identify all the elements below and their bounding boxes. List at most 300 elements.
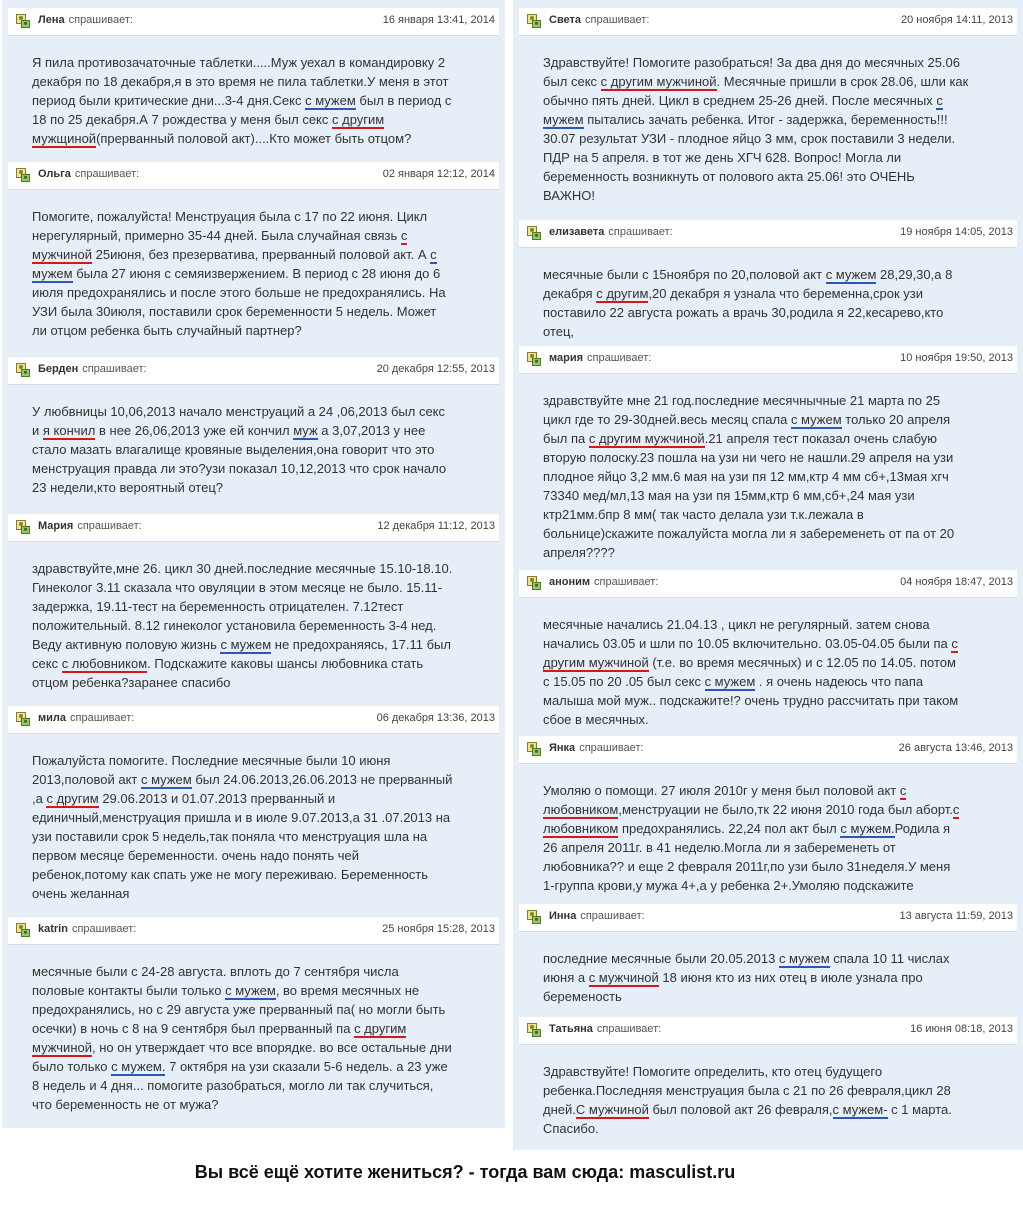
text-segment: месячные начались 21.04.13 , цикл не регулярный. затем снова	[543, 617, 930, 632]
text-line	[32, 865, 499, 884]
text-line	[543, 876, 1017, 895]
author-line	[549, 14, 649, 26]
husband-highlight: с мужем-	[832, 1102, 888, 1117]
user-icon	[527, 352, 541, 366]
text-line	[32, 245, 499, 264]
text-line	[32, 321, 499, 340]
text-line	[32, 1095, 499, 1114]
text-line	[543, 524, 1017, 543]
text-line	[32, 1057, 499, 1076]
text-line	[32, 129, 499, 148]
user-icon	[16, 168, 30, 182]
text-segment: дней.	[543, 1102, 576, 1117]
text-segment: Пожалуйста помогите. Последние месячные были 10 июня	[32, 753, 391, 768]
text-line	[543, 949, 1017, 968]
asks-label: спрашивает:	[74, 168, 140, 180]
text-segment: положительный. 8.12 гинеколог установила беременность 3-4 нед.	[32, 618, 437, 633]
other-man-highlight: мужчиной	[32, 247, 92, 262]
author-line	[549, 576, 658, 588]
husband-highlight: мужем	[543, 112, 584, 127]
text-line	[543, 467, 1017, 486]
text-segment: декабря	[543, 286, 597, 301]
text-line	[543, 781, 1017, 800]
text-segment: половые контакты были только	[32, 983, 226, 998]
asks-label: спрашивает:	[77, 520, 142, 532]
text-segment: отец,	[543, 324, 575, 339]
text-segment: 29.06.2013 и 01.07.2013 прерванный и	[98, 791, 336, 806]
text-segment: здравствуйте,мне 26. цикл 30 дней.последние месячные 15.10-18.10.	[32, 561, 453, 576]
other-man-highlight: с другим	[332, 112, 385, 127]
text-line	[543, 284, 1017, 303]
question-text	[543, 781, 1017, 895]
text-segment: Здравствуйте! Помогите определить, кто отец будущего	[543, 1064, 883, 1079]
text-line	[543, 1100, 1017, 1119]
text-segment: У любвницы 10,06,2013 начало менструаций а 24 ,06,2013 был секс	[32, 404, 446, 419]
author-name[interactable]: Янка	[549, 742, 576, 754]
text-segment: ребенка.Последняя менструация была с 21 по 26 февраля,цикл 28	[543, 1083, 951, 1098]
text-line	[543, 167, 1017, 186]
post-header	[519, 1017, 1017, 1045]
text-line	[32, 1038, 499, 1057]
text-line	[32, 283, 499, 302]
text-line	[32, 1076, 499, 1095]
asks-label: спрашивает:	[585, 14, 650, 26]
post-header	[8, 514, 499, 542]
text-segment: 30.07 результат УЗИ - плодное яйцо 3 мм, срок поставили 3 недели.	[543, 131, 956, 146]
husband-highlight: с мужем	[825, 267, 877, 282]
text-segment: очень желанная	[32, 886, 130, 901]
text-line	[32, 421, 499, 440]
text-line	[543, 186, 1017, 205]
question-text	[32, 53, 499, 148]
text-segment: обычно пять дней. Цикл в среднем 25-26 дней. После месячных	[543, 93, 937, 108]
text-segment: больнице)скажите пожалуйста могла ли я забеременеть от па от 20	[543, 526, 955, 541]
text-line	[543, 391, 1017, 410]
husband-highlight: муж	[293, 423, 318, 438]
text-line	[32, 846, 499, 865]
text-line	[543, 486, 1017, 505]
asks-label: спрашивает:	[579, 742, 644, 754]
text-segment: в нее 26,06,2013 уже ей кончил	[95, 423, 294, 438]
husband-highlight: с мужем	[140, 772, 192, 787]
post-date: 20 декабря 12:55, 2013	[376, 363, 495, 375]
text-segment: только 20 апреля	[841, 412, 951, 427]
post-date: 16 января 13:41, 2014	[382, 14, 495, 26]
post-date: 13 августа 11:59, 2013	[899, 910, 1013, 922]
text-line	[32, 673, 499, 692]
user-icon	[527, 910, 541, 924]
text-segment: Помогите, пожалуйста! Менструация была с 17 по 22 июня. Цикл	[32, 209, 428, 224]
text-line	[543, 543, 1017, 562]
text-segment: был 24.06.2013,26.06.2013 не прерванный	[191, 772, 453, 787]
other-man-highlight: любовником	[543, 821, 619, 836]
text-line	[543, 615, 1017, 634]
text-segment: начались 03.05 и шли по 10.05 включительно. 03.05-04.05 были па	[543, 636, 952, 651]
text-segment: 18 июня кто из них отец в июле узнала про	[658, 970, 923, 985]
text-segment: секс	[32, 656, 62, 671]
text-line	[32, 981, 499, 1000]
question-text	[543, 391, 1017, 562]
text-segment: ,а	[32, 791, 47, 806]
text-segment: 28,29,30,а 8	[876, 267, 953, 282]
question-text	[543, 949, 1017, 1006]
text-segment: здравствуйте мне 21 год.последние месячнычные 21 марта по 25	[543, 393, 941, 408]
post-date: 20 ноября 14:11, 2013	[900, 14, 1013, 26]
question-text	[543, 1062, 1017, 1138]
text-segment: 1-группа крови,у мужа 4+,а у ребенка 2+.Умоляю подскажите	[543, 878, 914, 893]
text-segment: , во время месячных не	[275, 983, 420, 998]
text-line	[32, 789, 499, 808]
other-man-highlight: мужчиной	[32, 1040, 92, 1055]
text-segment: беременность возникнуть от полового акта 25.06! это ОЧЕНЬ	[543, 169, 915, 184]
text-segment: . я очень надеюсь что папа	[755, 674, 924, 689]
footer-slogan: Вы всё ещё хотите жениться? - тогда вам сюда: masculist.ru	[194, 1162, 736, 1182]
asks-label: спрашивает:	[82, 363, 147, 375]
text-line	[543, 448, 1017, 467]
text-segment: .21 апреля тест показал очень слабую	[704, 431, 937, 446]
text-line	[32, 72, 499, 91]
text-line	[32, 1019, 499, 1038]
text-line	[32, 616, 499, 635]
text-line	[543, 53, 1017, 72]
text-line	[543, 303, 1017, 322]
text-segment: 8 недель и 4 дня... помогите разобраться, могло ли так случиться,	[32, 1078, 434, 1093]
other-man-highlight: с другим	[46, 791, 99, 806]
asks-label: спрашивает:	[594, 576, 659, 588]
author-name[interactable]: Ольга	[38, 168, 71, 180]
text-line	[543, 110, 1017, 129]
text-line	[543, 691, 1017, 710]
text-segment: нерегулярный, примерно 35-44 дней. Была случайная связь	[32, 228, 401, 243]
text-line	[543, 72, 1017, 91]
text-segment: ,менструации не было,тк 22 июня 2010 года был аборт.	[618, 802, 953, 817]
question-text	[543, 615, 1017, 729]
text-segment: цикл где то 29-30дней.весь месяц спала	[543, 412, 791, 427]
post-date: 04 ноября 18:47, 2013	[900, 576, 1013, 588]
text-segment: сбое в месячных.	[543, 712, 649, 727]
other-man-highlight: с	[400, 228, 408, 243]
text-line	[32, 402, 499, 421]
text-segment: пытались зачать ребенка. Итог - задержка, беременность!!!	[583, 112, 948, 127]
post-date: 16 июня 08:18, 2013	[910, 1023, 1013, 1035]
author-name[interactable]: Татьяна	[549, 1023, 593, 1035]
text-segment: 23 недели,кто вероятный отец?	[32, 480, 224, 495]
author-name[interactable]: мила	[38, 712, 67, 724]
question-text	[32, 962, 499, 1114]
text-segment: ктр21мм.бпр 8 мм( так часто делала узи т.к.лежала в	[543, 507, 864, 522]
text-line	[543, 819, 1017, 838]
text-segment: был в период с	[355, 93, 452, 108]
text-line	[543, 710, 1017, 729]
left-column	[2, 0, 505, 1128]
text-segment: любовника?? и еще 2 февраля 2011г,по узи было 31неделя.У меня	[543, 859, 951, 874]
question-text	[32, 207, 499, 340]
text-line	[32, 654, 499, 673]
text-segment: Спасибо.	[543, 1121, 599, 1136]
text-line	[32, 264, 499, 283]
text-line	[543, 148, 1017, 167]
husband-highlight: с мужем	[778, 951, 830, 966]
text-segment: с 1 марта.	[887, 1102, 952, 1117]
text-line	[32, 53, 499, 72]
text-segment: апреля????	[543, 545, 615, 560]
other-man-highlight: любовником	[543, 802, 619, 817]
author-line	[38, 923, 136, 935]
question-text	[32, 751, 499, 903]
text-line	[32, 751, 499, 770]
text-line	[32, 884, 499, 903]
text-segment: задержка, 19.11-тест на беременность отрицателен. 7.12тест	[32, 599, 404, 614]
user-icon	[527, 226, 541, 240]
text-segment: июля предохранялись и после этого больше не предохранялись. На	[32, 285, 446, 300]
text-segment: (т.е. во время месячных) и с 12.05 по 14.05. потом	[648, 655, 956, 670]
author-name[interactable]: елизавета	[549, 226, 605, 238]
text-segment: стало мазать влагалище кровяные выделения,она говорит что это	[32, 442, 435, 457]
text-line	[543, 429, 1017, 448]
husband-highlight: с мужем	[220, 637, 272, 652]
user-icon	[16, 363, 30, 377]
post-header	[519, 736, 1017, 764]
text-segment: единичный,менструация пришла и в июле 9.07.2013,а 31 .07.2013 на	[32, 810, 451, 825]
husband-highlight: с мужем.	[111, 1059, 166, 1074]
author-name[interactable]: Света	[549, 14, 582, 26]
user-icon	[16, 520, 30, 534]
text-segment: был па	[543, 431, 589, 446]
husband-highlight: с мужем.	[840, 821, 895, 836]
question-text	[32, 402, 499, 497]
author-line	[549, 742, 644, 754]
text-line	[543, 1119, 1017, 1138]
other-man-highlight: другим мужчиной	[543, 655, 649, 670]
author-name[interactable]: Инна	[549, 910, 577, 922]
text-line	[32, 578, 499, 597]
text-segment: Здравствуйте! Помогите разобраться! За два дня до месячных 25.06	[543, 55, 960, 70]
text-segment: ли отцом ребенка быть случайный партнер?	[32, 323, 302, 338]
post-date: 12 декабря 11:12, 2013	[377, 520, 495, 532]
other-man-highlight: С мужчиной	[575, 1102, 649, 1117]
text-segment: ВАЖНО!	[543, 188, 596, 203]
text-segment: ПДР на 5 апреля. в тот же день ХГЧ 628. Вопрос! Могла ли	[543, 150, 902, 165]
text-line	[32, 110, 499, 129]
text-segment: малыша мой муж.. подскажите!? очень трудно рассчитать при таком	[543, 693, 959, 708]
text-segment: ребенок,потому как спать уже не могу переживаю. Беременность	[32, 867, 429, 882]
author-line	[38, 168, 139, 180]
other-man-highlight: с другим	[354, 1021, 407, 1036]
text-segment: не предохраняясь, 17.11 был	[271, 637, 451, 652]
text-line	[543, 838, 1017, 857]
text-line	[32, 91, 499, 110]
author-name[interactable]: аноним	[549, 576, 591, 588]
text-line	[32, 597, 499, 616]
author-line	[549, 1023, 661, 1035]
husband-highlight: с	[430, 247, 437, 262]
text-segment: был половой акт 26 февраля,	[648, 1102, 833, 1117]
post-header	[8, 706, 499, 734]
text-segment: Родила я	[894, 821, 951, 836]
post-header	[8, 8, 499, 36]
husband-highlight: с	[936, 93, 943, 108]
text-segment: . Подскажите каковы шансы любовника стать	[147, 656, 424, 671]
text-segment: . Месячные пришли в срок 28.06, шли как	[716, 74, 969, 89]
user-icon	[16, 923, 30, 937]
text-segment: , но он утверждает что все впорядке. во все остальные дни	[92, 1040, 452, 1055]
post-header	[519, 570, 1017, 598]
text-segment: Гинеколог 3.11 сказала что овуляции в этом месяце не было. 15.11-	[32, 580, 443, 595]
text-segment: предохранялись. 22,24 пол акт был	[618, 821, 841, 836]
author-name[interactable]: Лена	[38, 14, 65, 26]
text-segment: было только	[32, 1059, 112, 1074]
husband-highlight: мужем	[32, 266, 73, 281]
user-icon	[527, 576, 541, 590]
text-line	[32, 302, 499, 321]
post-header	[519, 346, 1017, 374]
user-icon	[527, 742, 541, 756]
author-line	[549, 226, 673, 238]
asks-label: спрашивает:	[580, 910, 645, 922]
text-segment: была 27 июня с семяизвержением. В период с 28 июня до 6	[72, 266, 441, 281]
text-line	[543, 1081, 1017, 1100]
other-man-highlight: с другим мужчиной	[600, 74, 717, 89]
text-line	[543, 265, 1017, 284]
husband-highlight: с мужем	[305, 93, 356, 108]
text-line	[543, 653, 1017, 672]
author-name[interactable]: мария	[549, 352, 584, 364]
text-line	[32, 226, 499, 245]
text-line	[32, 962, 499, 981]
author-name[interactable]: katrin	[38, 923, 68, 935]
text-segment: узи поставили срок 5 недель,так поняла что менструация шла на	[32, 829, 428, 844]
other-man-highlight: мужщиной	[32, 131, 97, 146]
asks-label: спрашивает:	[68, 14, 133, 26]
text-segment: период были критические дни...3-4 дня.Секс	[32, 93, 306, 108]
asks-label: спрашивает:	[70, 712, 135, 724]
other-man-highlight: с другим мужчиной	[588, 431, 705, 446]
author-line	[38, 712, 134, 724]
text-segment: 18 по 25 декабря.А 7 рождества у меня был секс	[32, 112, 333, 127]
text-line	[543, 987, 1017, 1006]
question-text	[32, 559, 499, 692]
post-header	[8, 917, 499, 945]
text-segment: плодное яйцо 3,2 мм.6 мая на узи пя 12 мм,ктр 4 мм сб+,13мая хгч	[543, 469, 949, 484]
author-line	[38, 363, 147, 375]
text-line	[32, 440, 499, 459]
text-segment: был секс	[543, 74, 601, 89]
text-line	[543, 634, 1017, 653]
other-man-highlight: с	[952, 802, 960, 817]
text-segment: Я пила противозачаточные таблетки.....Муж уехал в командировку 2	[32, 55, 446, 70]
other-man-highlight: с	[899, 783, 907, 798]
other-man-highlight: я кончил	[42, 423, 96, 438]
asks-label: спрашивает:	[596, 1023, 662, 1035]
asks-label: спрашивает:	[608, 226, 673, 238]
post-header	[519, 220, 1017, 248]
other-man-highlight: с другим	[596, 286, 649, 301]
author-line	[549, 352, 651, 364]
text-segment: осечки) в ночь с 8 на 9 сентября был прерванный па	[32, 1021, 355, 1036]
text-line	[543, 410, 1017, 429]
post-date: 02 января 12:12, 2014	[382, 168, 495, 180]
right-column	[513, 0, 1023, 1150]
post-date: 19 ноября 14:05, 2013	[900, 226, 1013, 238]
text-line	[543, 91, 1017, 110]
other-man-highlight: с мужчиной	[588, 970, 659, 985]
author-name[interactable]: Берден	[38, 363, 79, 375]
post-date: 26 августа 13:46, 2013	[898, 742, 1013, 754]
text-line	[32, 459, 499, 478]
author-line	[38, 14, 133, 26]
text-segment: 7 октября на узи сказали 5-6 недель. а 23 уже	[165, 1059, 448, 1074]
text-line	[32, 635, 499, 654]
asks-label: спрашивает:	[71, 923, 137, 935]
post-header	[519, 8, 1017, 36]
text-line	[32, 559, 499, 578]
text-segment: беременость	[543, 989, 622, 1004]
text-line	[543, 1062, 1017, 1081]
text-segment: а 3,07,2013 у нее	[317, 423, 426, 438]
other-man-highlight: с	[951, 636, 958, 651]
user-icon	[527, 1023, 541, 1037]
user-icon	[16, 14, 30, 28]
text-line	[543, 322, 1017, 341]
post-date: 25 ноября 15:28, 2013	[382, 923, 495, 935]
text-line	[32, 808, 499, 827]
text-line	[543, 857, 1017, 876]
text-segment: отцом ребенка?заранее спасибо	[32, 675, 231, 690]
post-header	[8, 162, 499, 190]
text-segment: 25июня, без презерватива, прерванный половой акт. А	[92, 247, 431, 262]
user-icon	[16, 712, 30, 726]
post-header	[519, 904, 1017, 932]
text-line	[543, 129, 1017, 148]
question-text	[543, 265, 1017, 341]
text-line	[32, 1000, 499, 1019]
text-line	[32, 478, 499, 497]
text-segment: месячные были с 24-28 августа. вплоть до 7 сентября числа	[32, 964, 399, 979]
text-segment: 73340 мед/мл,13 мая на узи пя 15мм,ктр 6 мм,сб+,24 мая узи	[543, 488, 915, 503]
text-line	[32, 770, 499, 789]
text-line	[32, 207, 499, 226]
text-line	[543, 505, 1017, 524]
text-segment: первом месяце беременности. очень надо понять чей	[32, 848, 360, 863]
text-segment: декабря по 18 декабря,я в это время не пила таблетки.У меня в этот	[32, 74, 449, 89]
post-header	[8, 357, 499, 385]
post-date: 10 ноября 19:50, 2013	[900, 352, 1013, 364]
text-segment: поставило 22 августа рожать а врачь 30,родила я 22,кесарево,кто	[543, 305, 944, 320]
text-segment: с 15.05 по 20 .05 был секс	[543, 674, 705, 689]
text-segment: что беременность не от мужа?	[32, 1097, 219, 1112]
author-line	[38, 520, 142, 532]
text-segment: Умоляю о помощи. 27 июля 2010г у меня был половой акт	[543, 783, 900, 798]
question-text	[543, 53, 1017, 205]
text-line	[543, 672, 1017, 691]
text-segment: УЗИ была 30июля, поставили срок беременности 5 недель. Может	[32, 304, 437, 319]
text-segment: месячные были с 15ноября по 20,половой акт	[543, 267, 826, 282]
asks-label: спрашивает:	[587, 352, 652, 364]
husband-highlight: с мужем	[225, 983, 276, 998]
text-segment: 2013,половой акт	[32, 772, 141, 787]
text-segment: вторую полоску.23 пошла на узи ни чего не нашли.29 апреля на узи	[543, 450, 954, 465]
user-icon	[527, 14, 541, 28]
author-line	[549, 910, 645, 922]
text-segment: предохранялись, но с 29 августа уже прерванный па( но могли быть	[32, 1002, 446, 1017]
author-name[interactable]: Мария	[38, 520, 74, 532]
text-line	[32, 827, 499, 846]
text-line	[543, 968, 1017, 987]
text-segment: 26 апреля 2011г. в 41 неделю.Могла ли я забеременеть от	[543, 840, 896, 855]
text-segment: последние месячные были 20.05.2013	[543, 951, 779, 966]
text-segment: ,20 декабря я узнала что беременна,срок узи	[648, 286, 924, 301]
text-segment: и	[32, 423, 43, 438]
